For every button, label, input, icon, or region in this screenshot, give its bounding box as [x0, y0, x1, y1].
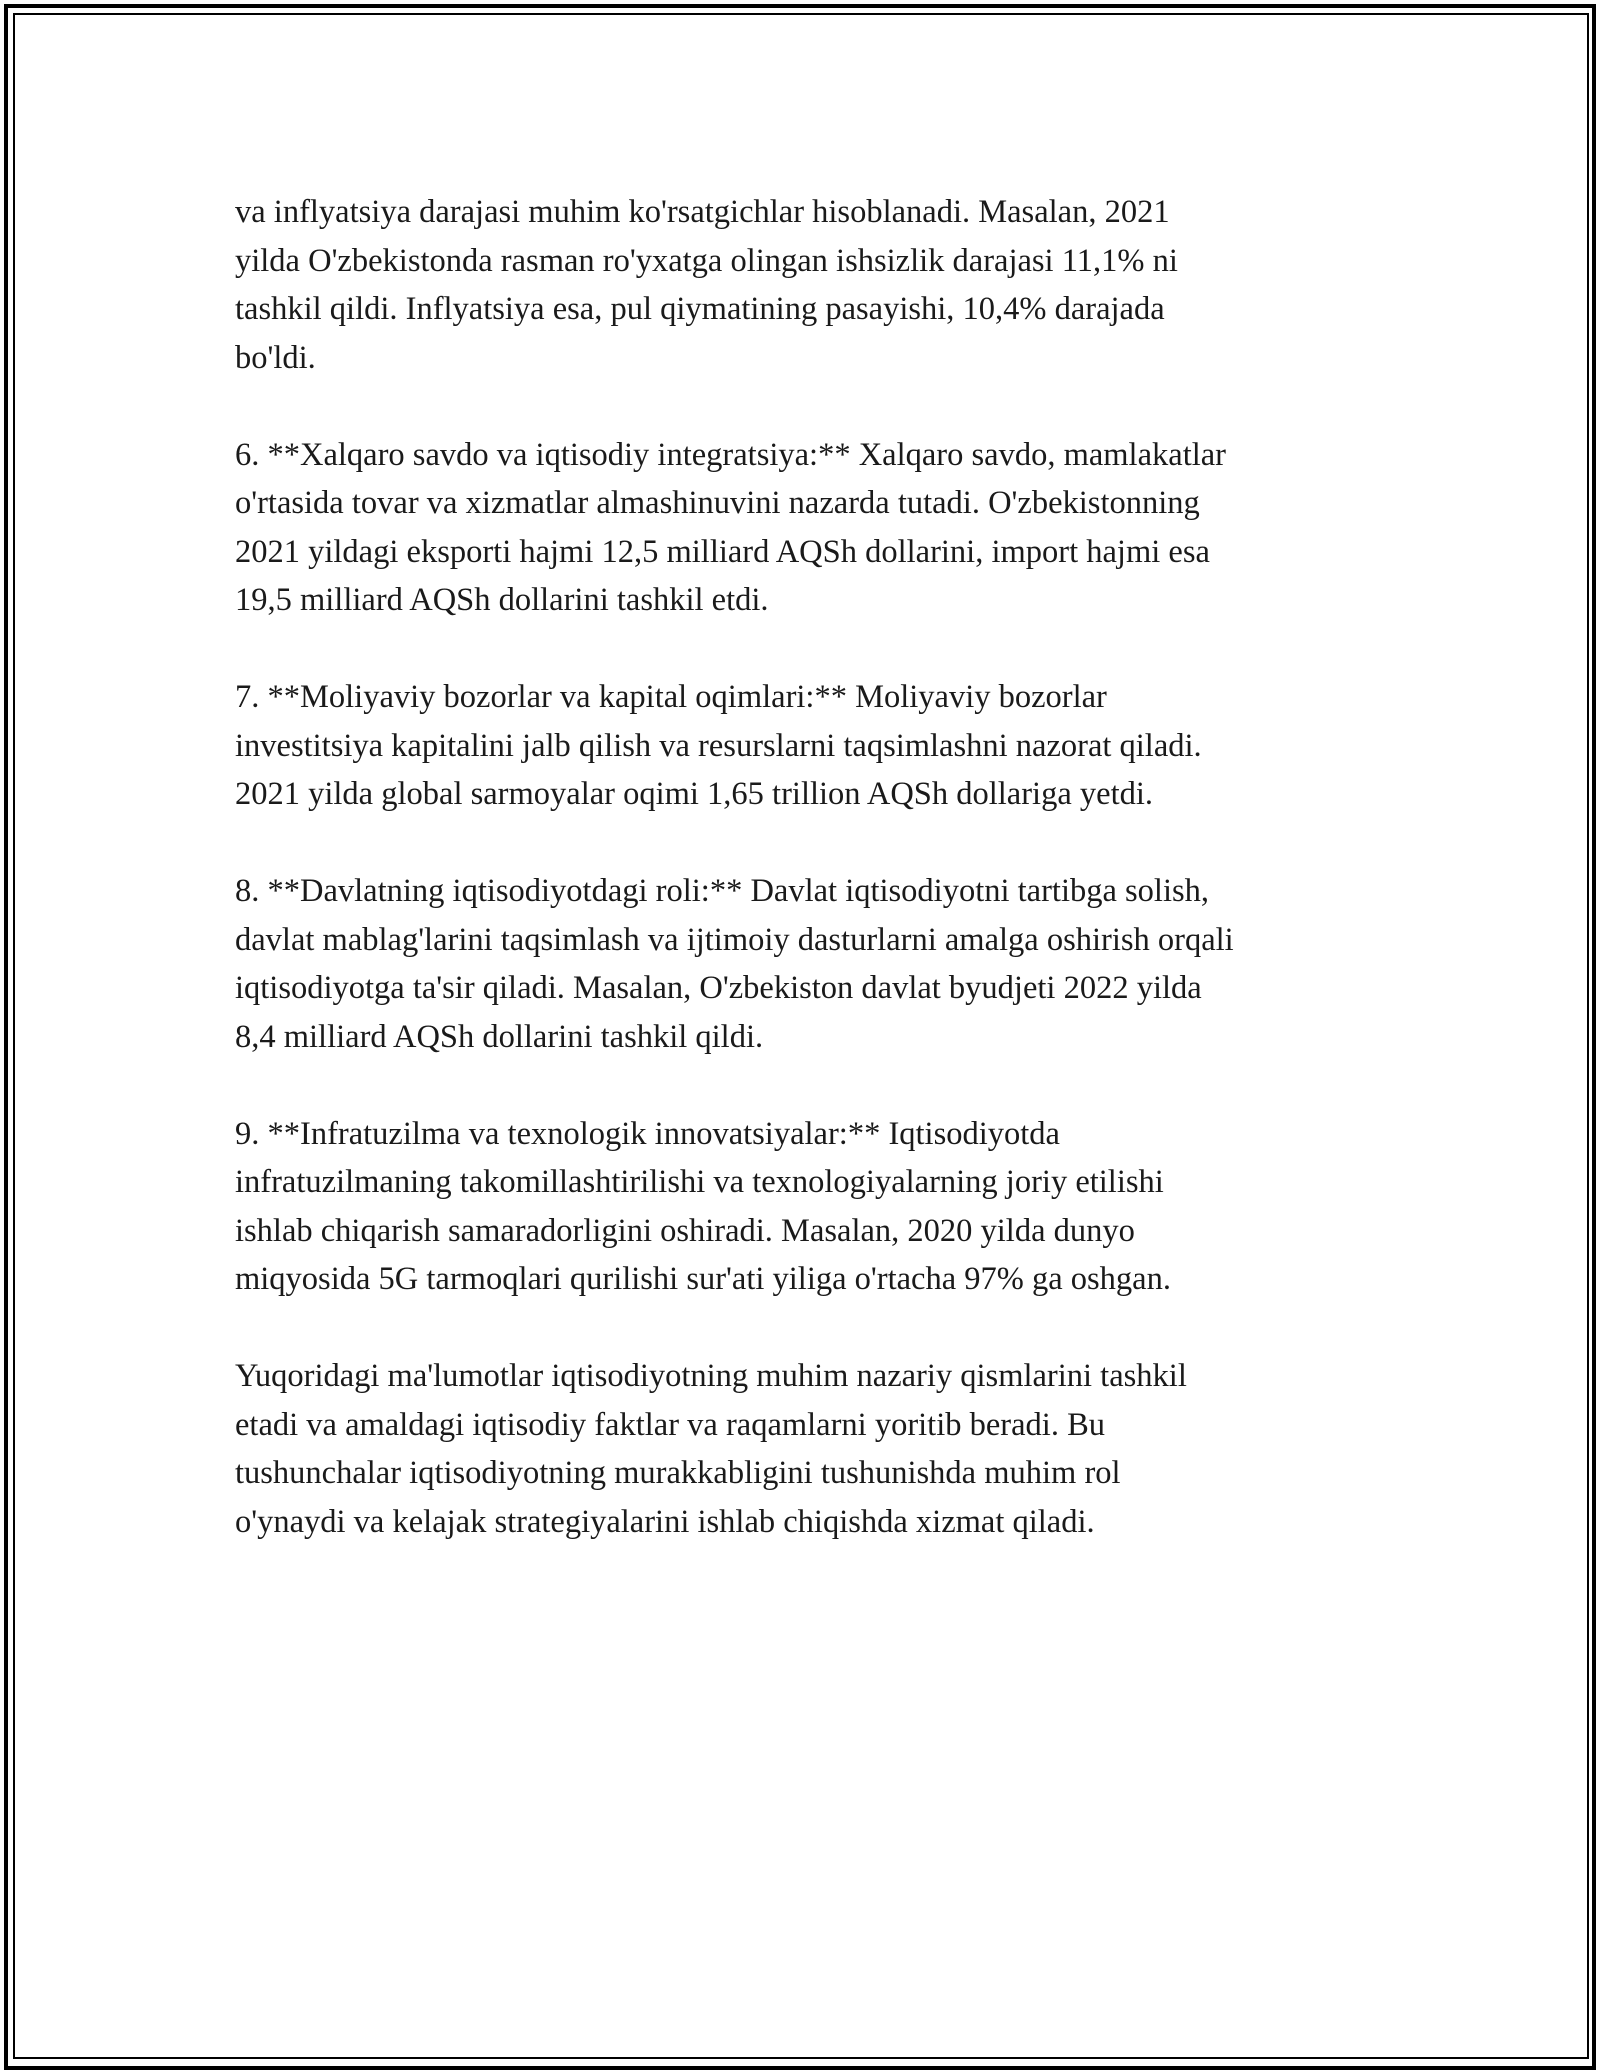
text-line: va inflyatsiya darajasi muhim ko'rsatgichlar hisoblanadi. Masalan, 2021 — [235, 194, 1170, 230]
text-line: etadi va amaldagi iqtisodiy faktlar va raqamlarni yoritib beradi. Bu — [235, 1406, 1105, 1443]
text-line: 7. **Moliyaviy bozorlar va kapital oqimlari:** Moliyaviy bozorlar — [235, 679, 1107, 715]
text-line: yilda O'zbekistonda rasman ro'yxatga olingan ishsizlik darajasi 11,1% ni — [235, 242, 1178, 279]
text-line: 9. **Infratuzilma va texnologik innovatsiyalar:** Iqtisodiyotda — [235, 1115, 1060, 1152]
paragraph-infrastructure-innovation — [235, 1110, 1385, 1304]
text-line: Yuqoridagi ma'lumotlar iqtisodiyotning muhim nazariy qismlarini tashkil — [235, 1358, 1187, 1394]
text-line: 8,4 milliard AQSh dollarini tashkil qildi. — [235, 1018, 764, 1055]
text-line: infratuzilmaning takomillashtirilishi va texnologiyalarning joriy etilishi — [235, 1164, 1164, 1200]
text-line: ishlab chiqarish samaradorligini oshiradi. Masalan, 2020 yilda dunyo — [235, 1212, 1135, 1249]
paragraph-unemployment-inflation — [235, 188, 1385, 382]
paragraph-conclusion — [235, 1352, 1385, 1546]
paragraph-financial-markets — [235, 673, 1385, 819]
text-line: o'ynaydi va kelajak strategiyalarini ishlab chiqishda xizmat qiladi. — [235, 1503, 1095, 1540]
document-body — [235, 188, 1385, 1595]
text-line: miqyosida 5G tarmoqlari qurilishi sur'ati yiliga o'rtacha 97% ga oshgan. — [235, 1261, 1171, 1297]
text-line: bo'ldi. — [235, 339, 316, 376]
text-line: 19,5 milliard AQSh dollarini tashkil etdi. — [235, 582, 769, 618]
text-line: investitsiya kapitalini jalb qilish va resurslarni taqsimlashni nazorat qiladi. — [235, 727, 1202, 764]
text-line: 6. **Xalqaro savdo va iqtisodiy integratsiya:** Xalqaro savdo, mamlakatlar — [235, 436, 1226, 473]
text-line: 2021 yildagi eksporti hajmi 12,5 milliard AQSh dollarini, import hajmi esa — [235, 533, 1210, 570]
text-line: tashkil qildi. Inflyatsiya esa, pul qiymatining pasayishi, 10,4% darajada — [235, 291, 1165, 327]
paragraph-international-trade — [235, 431, 1385, 625]
text-line: tushunchalar iqtisodiyotning murakkabligini tushunishda muhim rol — [235, 1455, 1121, 1491]
paragraph-state-role — [235, 867, 1385, 1061]
text-line: iqtisodiyotga ta'sir qiladi. Masalan, O'zbekiston davlat byudjeti 2022 yilda — [235, 970, 1202, 1006]
text-line: 2021 yilda global sarmoyalar oqimi 1,65 trillion AQSh dollariga yetdi. — [235, 776, 1153, 812]
text-line: o'rtasida tovar va xizmatlar almashinuvini nazarda tutadi. O'zbekistonning — [235, 485, 1200, 521]
text-line: 8. **Davlatning iqtisodiyotdagi roli:** Davlat iqtisodiyotni tartibga solish, — [235, 873, 1210, 909]
text-line: davlat mablag'larini taqsimlash va ijtimoiy dasturlarni amalga oshirish orqali — [235, 921, 1234, 958]
